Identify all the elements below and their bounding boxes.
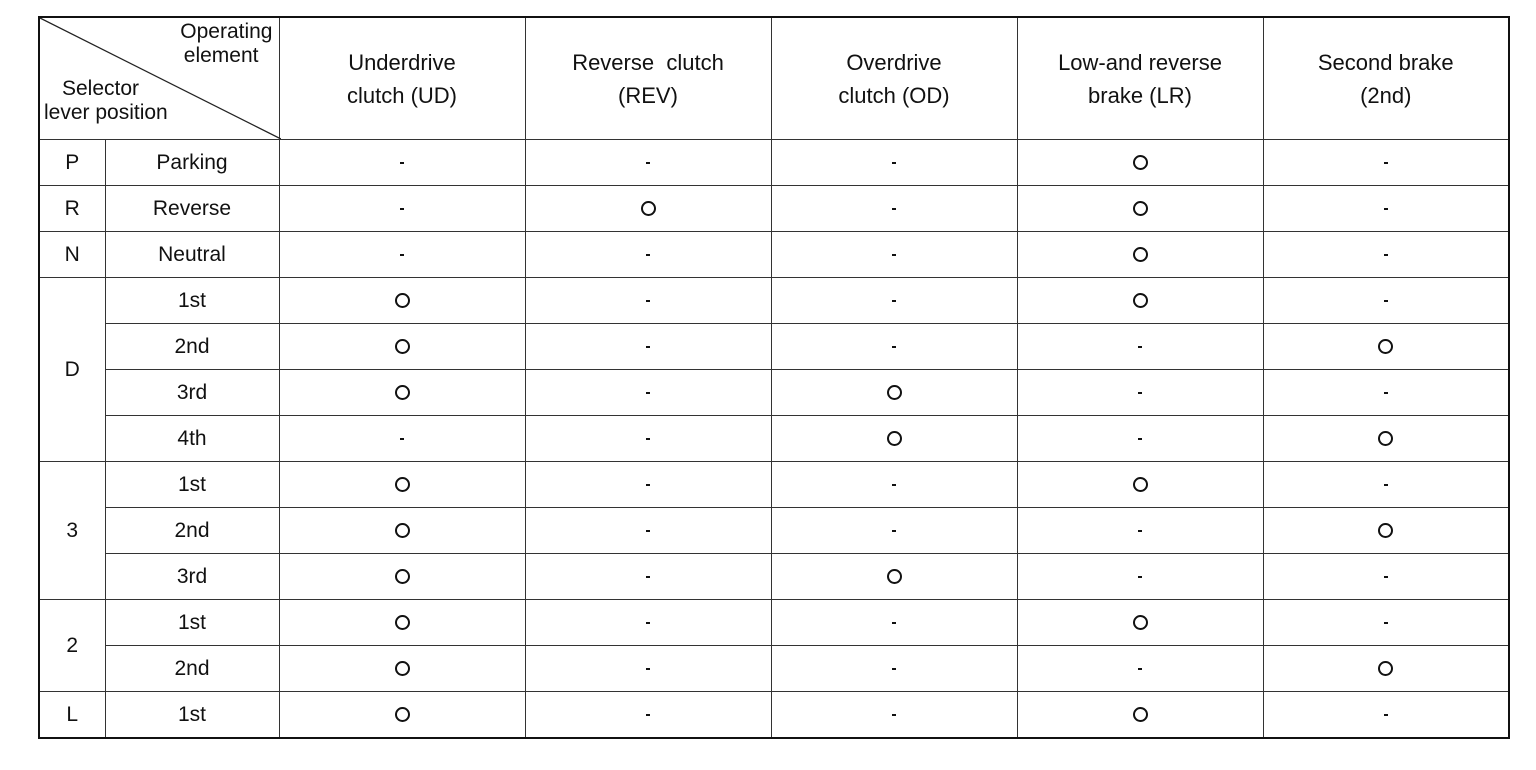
operation-mark-cell	[525, 646, 771, 692]
operation-mark-cell	[1017, 370, 1263, 416]
not-engaged-dash-mark	[892, 300, 896, 302]
operation-mark-cell	[525, 416, 771, 462]
not-engaged-dash-mark	[892, 714, 896, 716]
not-engaged-dash-mark	[646, 530, 650, 532]
not-engaged-dash-mark	[646, 346, 650, 348]
operation-mark-cell	[1017, 140, 1263, 186]
header-low-reverse-line1: Low-and reverse	[1058, 49, 1222, 75]
not-engaged-dash-mark	[646, 162, 650, 164]
not-engaged-dash-mark	[892, 162, 896, 164]
not-engaged-dash-mark	[1384, 484, 1388, 486]
header-reverse-clutch	[525, 17, 771, 140]
not-engaged-dash-mark	[646, 714, 650, 716]
engaged-circle-mark	[1133, 615, 1148, 630]
operation-mark-cell	[279, 416, 525, 462]
header-underdrive-clutch	[279, 17, 525, 140]
not-engaged-dash-mark	[1384, 622, 1388, 624]
not-engaged-dash-mark	[646, 438, 650, 440]
engaged-circle-mark	[1378, 339, 1393, 354]
operation-mark-cell	[771, 416, 1017, 462]
selector-position-cell: R	[39, 186, 105, 232]
operation-mark-cell	[1263, 508, 1509, 554]
operation-mark-cell	[1263, 692, 1509, 739]
not-engaged-dash-mark	[646, 300, 650, 302]
gear-label-cell: 2nd	[105, 646, 279, 692]
operation-mark-cell	[1017, 416, 1263, 462]
operation-mark-cell	[771, 140, 1017, 186]
engaged-circle-mark	[395, 707, 410, 722]
operation-mark-cell	[525, 554, 771, 600]
header-reverse-line2: (REV)	[618, 82, 678, 108]
engaged-circle-mark	[395, 569, 410, 584]
gear-label-cell: 3rd	[105, 554, 279, 600]
operation-mark-cell	[525, 600, 771, 646]
not-engaged-dash-mark	[892, 622, 896, 624]
not-engaged-dash-mark	[1384, 254, 1388, 256]
engaged-circle-mark	[395, 523, 410, 538]
operation-mark-cell	[771, 692, 1017, 739]
selector-lever-label-line1: Selector	[62, 77, 140, 100]
not-engaged-dash-mark	[1138, 438, 1142, 440]
header-second-brake-line1: Second brake	[1317, 49, 1454, 75]
operation-mark-cell	[1017, 508, 1263, 554]
engaged-circle-mark	[395, 615, 410, 630]
not-engaged-dash-mark	[400, 438, 404, 440]
header-second-brake-line2: (2nd)	[1360, 82, 1412, 108]
gear-label-cell: 1st	[105, 462, 279, 508]
table-row	[39, 140, 1509, 186]
operation-mark-cell	[525, 278, 771, 324]
operation-mark-cell	[525, 692, 771, 739]
operation-mark-cell	[771, 186, 1017, 232]
operation-mark-cell	[1263, 554, 1509, 600]
engaged-circle-mark	[887, 569, 902, 584]
table-row	[39, 416, 1509, 462]
operation-mark-cell	[279, 554, 525, 600]
operating-element-label-line2: element	[183, 44, 259, 67]
header-second-brake	[1263, 17, 1509, 140]
header-reverse-line1: Reverse clutch	[572, 49, 724, 75]
not-engaged-dash-mark	[892, 484, 896, 486]
engaged-circle-mark	[395, 477, 410, 492]
operation-mark-cell	[525, 232, 771, 278]
operation-mark-cell	[279, 278, 525, 324]
operation-mark-cell	[771, 278, 1017, 324]
table-row	[39, 600, 1509, 646]
selector-position-cell: N	[39, 232, 105, 278]
table-row	[39, 462, 1509, 508]
header-row	[39, 17, 1509, 140]
selector-position-cell: D	[39, 278, 105, 462]
operating-elements-table-container	[38, 16, 1510, 739]
operation-mark-cell	[1263, 600, 1509, 646]
engaged-circle-mark	[641, 201, 656, 216]
table-row	[39, 508, 1509, 554]
table-row	[39, 692, 1509, 739]
gear-label-cell: 1st	[105, 278, 279, 324]
operation-mark-cell	[279, 462, 525, 508]
operation-mark-cell	[279, 140, 525, 186]
operation-mark-cell	[279, 370, 525, 416]
operation-mark-cell	[1263, 646, 1509, 692]
header-low-reverse-line2: brake (LR)	[1088, 82, 1192, 108]
engaged-circle-mark	[1133, 247, 1148, 262]
not-engaged-dash-mark	[892, 208, 896, 210]
engaged-circle-mark	[1133, 477, 1148, 492]
operation-mark-cell	[1017, 600, 1263, 646]
operation-mark-cell	[1263, 278, 1509, 324]
gear-label-cell: Reverse	[105, 186, 279, 232]
header-overdrive-clutch	[771, 17, 1017, 140]
operation-mark-cell	[525, 462, 771, 508]
not-engaged-dash-mark	[1384, 392, 1388, 394]
gear-label-cell: Neutral	[105, 232, 279, 278]
header-underdrive-line2: clutch (UD)	[346, 82, 457, 108]
operation-mark-cell	[1017, 462, 1263, 508]
engaged-circle-mark	[395, 385, 410, 400]
not-engaged-dash-mark	[646, 668, 650, 670]
gear-label-cell: 2nd	[105, 508, 279, 554]
not-engaged-dash-mark	[1384, 300, 1388, 302]
table-row	[39, 370, 1509, 416]
selector-position-cell: 3	[39, 462, 105, 600]
operation-mark-cell	[279, 186, 525, 232]
operation-mark-cell	[771, 646, 1017, 692]
selector-position-cell: L	[39, 692, 105, 739]
operation-mark-cell	[1263, 232, 1509, 278]
operation-mark-cell	[279, 692, 525, 739]
table-row	[39, 186, 1509, 232]
engaged-circle-mark	[1378, 431, 1393, 446]
not-engaged-dash-mark	[892, 668, 896, 670]
operation-mark-cell	[1017, 186, 1263, 232]
operation-mark-cell	[279, 324, 525, 370]
operation-mark-cell	[525, 186, 771, 232]
corner-header-cell	[39, 17, 279, 140]
not-engaged-dash-mark	[400, 254, 404, 256]
header-underdrive-line1: Underdrive	[348, 49, 456, 75]
engaged-circle-mark	[395, 339, 410, 354]
gear-label-cell: 1st	[105, 600, 279, 646]
not-engaged-dash-mark	[646, 392, 650, 394]
not-engaged-dash-mark	[646, 484, 650, 486]
selector-lever-position-label	[44, 77, 168, 125]
operating-elements-table	[38, 16, 1510, 739]
not-engaged-dash-mark	[1138, 668, 1142, 670]
not-engaged-dash-mark	[1138, 346, 1142, 348]
operation-mark-cell	[279, 508, 525, 554]
not-engaged-dash-mark	[1384, 576, 1388, 578]
not-engaged-dash-mark	[892, 530, 896, 532]
operation-mark-cell	[279, 232, 525, 278]
not-engaged-dash-mark	[1384, 714, 1388, 716]
operation-mark-cell	[771, 554, 1017, 600]
operation-mark-cell	[525, 370, 771, 416]
operation-mark-cell	[525, 508, 771, 554]
table-row	[39, 324, 1509, 370]
engaged-circle-mark	[1133, 293, 1148, 308]
engaged-circle-mark	[395, 661, 410, 676]
operation-mark-cell	[1017, 278, 1263, 324]
not-engaged-dash-mark	[646, 254, 650, 256]
not-engaged-dash-mark	[1384, 208, 1388, 210]
selector-lever-label-line2: lever position	[44, 101, 168, 124]
table-row	[39, 278, 1509, 324]
operation-mark-cell	[1017, 554, 1263, 600]
operation-mark-cell	[1263, 324, 1509, 370]
not-engaged-dash-mark	[1384, 162, 1388, 164]
gear-label-cell: 1st	[105, 692, 279, 739]
not-engaged-dash-mark	[892, 254, 896, 256]
gear-label-cell: 2nd	[105, 324, 279, 370]
engaged-circle-mark	[1378, 523, 1393, 538]
gear-label-cell: Parking	[105, 140, 279, 186]
table-row	[39, 554, 1509, 600]
operation-mark-cell	[771, 370, 1017, 416]
operating-element-label-line1: Operating	[180, 20, 273, 43]
operation-mark-cell	[1263, 140, 1509, 186]
operation-mark-cell	[279, 600, 525, 646]
header-low-reverse-brake	[1017, 17, 1263, 140]
operation-mark-cell	[279, 646, 525, 692]
operation-mark-cell	[771, 600, 1017, 646]
gear-label-cell: 3rd	[105, 370, 279, 416]
not-engaged-dash-mark	[1138, 576, 1142, 578]
not-engaged-dash-mark	[892, 346, 896, 348]
not-engaged-dash-mark	[1138, 530, 1142, 532]
engaged-circle-mark	[1133, 707, 1148, 722]
selector-position-cell: 2	[39, 600, 105, 692]
operation-mark-cell	[1017, 232, 1263, 278]
not-engaged-dash-mark	[400, 162, 404, 164]
not-engaged-dash-mark	[646, 576, 650, 578]
not-engaged-dash-mark	[400, 208, 404, 210]
engaged-circle-mark	[1133, 201, 1148, 216]
engaged-circle-mark	[887, 385, 902, 400]
operation-mark-cell	[771, 508, 1017, 554]
table-row	[39, 646, 1509, 692]
operation-mark-cell	[1263, 416, 1509, 462]
table-row	[39, 232, 1509, 278]
not-engaged-dash-mark	[1138, 392, 1142, 394]
engaged-circle-mark	[395, 293, 410, 308]
operation-mark-cell	[1017, 324, 1263, 370]
operation-mark-cell	[1263, 370, 1509, 416]
not-engaged-dash-mark	[646, 622, 650, 624]
operating-element-label	[180, 20, 272, 68]
operation-mark-cell	[1017, 646, 1263, 692]
operation-mark-cell	[1263, 186, 1509, 232]
operation-mark-cell	[771, 324, 1017, 370]
operation-mark-cell	[771, 462, 1017, 508]
header-overdrive-line2: clutch (OD)	[838, 82, 950, 108]
operation-mark-cell	[1263, 462, 1509, 508]
table-body	[39, 140, 1509, 739]
engaged-circle-mark	[1133, 155, 1148, 170]
operation-mark-cell	[525, 324, 771, 370]
header-overdrive-line1: Overdrive	[846, 49, 942, 75]
operation-mark-cell	[1017, 692, 1263, 739]
selector-position-cell: P	[39, 140, 105, 186]
engaged-circle-mark	[887, 431, 902, 446]
operation-mark-cell	[525, 140, 771, 186]
gear-label-cell: 4th	[105, 416, 279, 462]
operation-mark-cell	[771, 232, 1017, 278]
engaged-circle-mark	[1378, 661, 1393, 676]
